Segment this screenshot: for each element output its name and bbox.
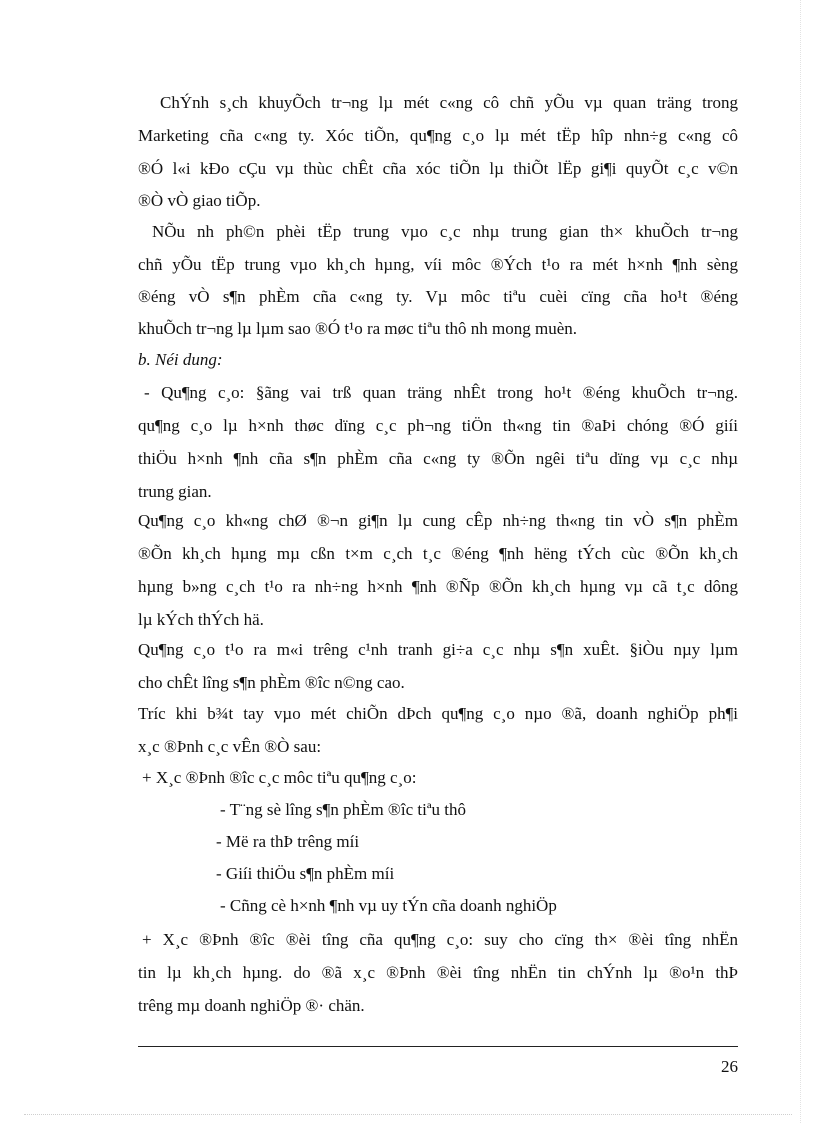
paragraph-line: ®Õn kh¸ch hµng mµ cßn t×m c¸ch t¸c ®éng ¶nh hëng tÝch cùc ®Õn kh¸ch — [138, 544, 738, 563]
paragraph-line: Tríc khi b¾t tay vµo mét chiÕn dÞch qu¶ng c¸o nµo ®ã, doanh nghiÖp ph¶i — [138, 704, 738, 723]
list-heading: + X¸c ®Þnh ®îc c¸c môc tiªu qu¶ng c¸o: — [142, 768, 417, 787]
paragraph-line: - Qu¶ng c¸o: §ãng vai trß quan träng nhÊt trong ho¹t ®éng khuÕch tr¬ng. — [144, 383, 738, 402]
paragraph-line: tin lµ kh¸ch hµng. do ®ã x¸c ®Þnh ®èi tîng nhËn tin chÝnh lµ ®o¹n thÞ — [138, 963, 738, 982]
section-heading: b. Néi dung: — [138, 350, 223, 369]
list-item: - Cñng cè h×nh ¶nh vµ uy tÝn cña doanh nghiÖp — [220, 896, 557, 915]
paragraph-line: Marketing cña c«ng ty. Xóc tiÕn, qu¶ng c¸o lµ mét tËp hîp nhn÷g c«ng cô — [138, 126, 738, 145]
list-item: - T¨ng sè lîng s¶n phÈm ®îc tiªu thô — [220, 800, 466, 819]
paragraph-line: trung gian. — [138, 482, 212, 501]
paragraph-line: qu¶ng c¸o lµ h×nh thøc dïng c¸c ph¬ng tiÖn th«ng tin ®aÞi chóng ®Ó giíi — [138, 416, 738, 435]
page-bottom-border — [24, 1114, 792, 1115]
list-item: - Më ra thÞ trêng míi — [216, 832, 360, 851]
paragraph-line: ChÝnh s¸ch khuyÕch tr¬ng lµ mét c«ng cô chñ yÕu vµ quan träng trong — [160, 93, 738, 112]
page-edge-right — [800, 0, 801, 1123]
paragraph-line: cho chÊt lîng s¶n phÈm ®îc n©ng cao. — [138, 673, 405, 692]
paragraph-line: lµ kÝch thÝch hä. — [138, 610, 264, 629]
paragraph-line: chñ yÕu tËp trung vµo kh¸ch hµng, víi môc ®Ých t¹o ra mét h×nh ¶nh sèng — [138, 255, 738, 274]
paragraph-line: thiÖu h×nh ¶nh cña s¶n phÈm cña c«ng ty ®Õn ngêi tiªu dïng vµ c¸c nhµ — [138, 449, 738, 468]
list-item: - Giíi thiÖu s¶n phÈm míi — [216, 864, 395, 883]
paragraph-line: + X¸c ®Þnh ®îc ®èi tîng cña qu¶ng c¸o: suy cho cïng th× ®èi tîng nhËn — [142, 930, 738, 949]
paragraph-line: NÕu nh ph©n phèi tËp trung vµo c¸c nhµ trung gian th× khuÕch tr¬ng — [152, 222, 738, 241]
paragraph-line: Qu¶ng c¸o t¹o ra m«i trêng c¹nh tranh gi÷a c¸c nhµ s¶n xuÊt. §iÒu nµy lµm — [138, 640, 738, 659]
paragraph-line: khuÕch tr¬ng lµ lµm sao ®Ó t¹o ra møc tiªu thô nh mong muèn. — [138, 319, 578, 338]
page-number: 26 — [721, 1057, 738, 1076]
paragraph-line: ®éng vÒ s¶n phÈm cña c«ng ty. Vµ môc tiªu cuèi cïng cña ho¹t ®éng — [138, 287, 738, 306]
paragraph-line: ®Ó l«i kÐo cÇu vµ thùc chÊt cña xóc tiÕn lµ thiÕt lËp gi¶i quyÕt c¸c v©n — [138, 159, 738, 178]
paragraph-line: ®Ò vÒ giao tiÕp. — [138, 191, 261, 210]
footer-rule — [138, 1046, 738, 1047]
paragraph-line: trêng mµ doanh nghiÖp ®· chän. — [138, 996, 365, 1015]
paragraph-line: Qu¶ng c¸o kh«ng chØ ®¬n gi¶n lµ cung cÊp nh÷ng th«ng tin vÒ s¶n phÈm — [138, 511, 738, 530]
paragraph-line: x¸c ®Þnh c¸c vÊn ®Ò sau: — [138, 737, 322, 756]
paragraph-line: hµng b»ng c¸ch t¹o ra nh÷ng h×nh ¶nh ®Ñp ®Õn kh¸ch hµng vµ cã t¸c dông — [138, 577, 738, 596]
